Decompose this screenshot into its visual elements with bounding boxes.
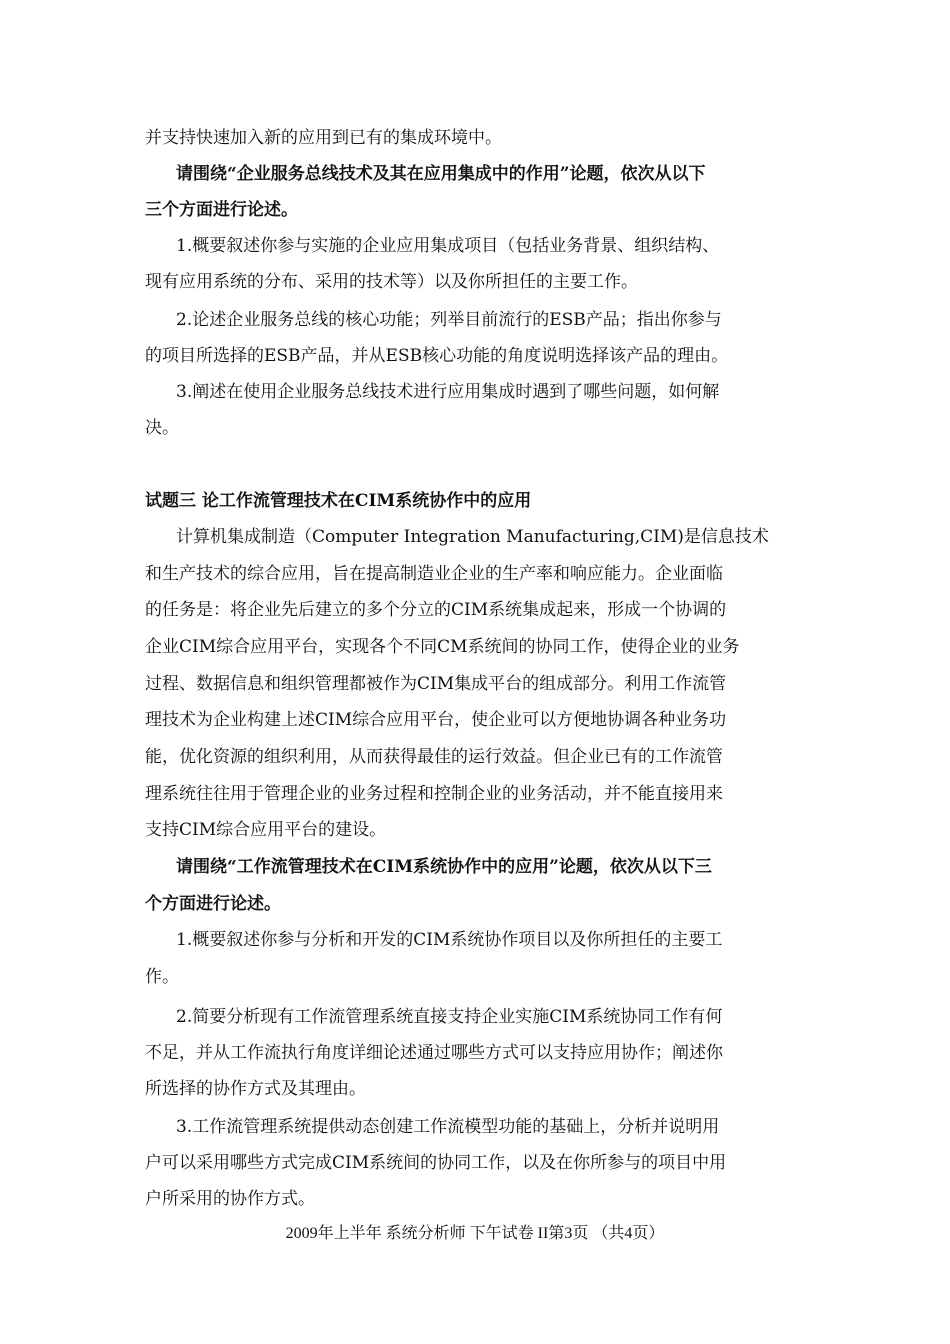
question-item-line: 户可以采用哪些方式完成CIM系统间的协同工作，以及在你所参与的项目中用 bbox=[145, 1153, 727, 1173]
question-item-line: 户所采用的协作方式。 bbox=[145, 1189, 315, 1209]
paragraph-line: 的任务是：将企业先后建立的多个分立的CIM系统集成起来，形成一个协调的 bbox=[145, 600, 727, 620]
question-item-line: 3.工作流管理系统提供动态创建工作流模型功能的基础上，分析并说明用 bbox=[176, 1117, 720, 1137]
paragraph-line: 并支持快速加入新的应用到已有的集成环境中。 bbox=[145, 128, 502, 148]
question-item-line: 的项目所选择的ESB产品，并从ESB核心功能的角度说明选择该产品的理由。 bbox=[145, 346, 729, 366]
question-item-line: 3.阐述在使用企业服务总线技术进行应用集成时遇到了哪些问题，如何解 bbox=[176, 382, 720, 402]
question-item-line: 作。 bbox=[145, 967, 179, 987]
paragraph-line: 理技术为企业构建上述CIM综合应用平台，使企业可以方便地协调各种业务功 bbox=[145, 710, 727, 730]
paragraph-line: 和生产技术的综合应用，旨在提高制造业企业的生产率和响应能力。企业面临 bbox=[145, 564, 723, 584]
question-item-line: 所选择的协作方式及其理由。 bbox=[145, 1079, 366, 1099]
paragraph-line: 过程、数据信息和组织管理都被作为CIM集成平台的组成部分。利用工作流管 bbox=[145, 674, 727, 694]
section-heading: 试题三 论工作流管理技术在CIM系统协作中的应用 bbox=[145, 491, 532, 511]
paragraph-line: 企业CIM综合应用平台，实现各个不同CM系统间的协同工作，使得企业的业务 bbox=[145, 637, 740, 657]
paragraph-line: 计算机集成制造（Computer Integration Manufacturing,CIM)是信息技术 bbox=[176, 527, 769, 547]
prompt-line: 个方面进行论述。 bbox=[145, 894, 281, 914]
question-item-line: 1.概要叙述你参与分析和开发的CIM系统协作项目以及你所担任的主要工 bbox=[176, 930, 723, 950]
paragraph-line: 支持CIM综合应用平台的建设。 bbox=[145, 820, 387, 840]
question-item-line: 2.论述企业服务总线的核心功能；列举目前流行的ESB产品；指出你参与 bbox=[176, 310, 722, 330]
paragraph-line: 理系统往往用于管理企业的业务过程和控制企业的业务活动，并不能直接用来 bbox=[145, 784, 723, 804]
question-item-line: 决。 bbox=[145, 418, 179, 438]
question-item-line: 现有应用系统的分布、采用的技术等）以及你所担任的主要工作。 bbox=[145, 272, 638, 292]
prompt-line: 请围绕“工作流管理技术在CIM系统协作中的应用”论题，依次从以下三 bbox=[176, 857, 712, 877]
prompt-line: 请围绕“企业服务总线技术及其在应用集成中的作用”论题，依次从以下 bbox=[176, 164, 706, 184]
question-item-line: 1.概要叙述你参与实施的企业应用集成项目（包括业务背景、组织结构、 bbox=[176, 236, 720, 256]
paragraph-line: 能，优化资源的组织利用，从而获得最佳的运行效益。但企业已有的工作流管 bbox=[145, 747, 723, 767]
question-item-line: 不足，并从工作流执行角度详细论述通过哪些方式可以支持应用协作；阐述你 bbox=[145, 1043, 723, 1063]
question-item-line: 2.简要分析现有工作流管理系统直接支持企业实施CIM系统协同工作有何 bbox=[176, 1007, 723, 1027]
prompt-line: 三个方面进行论述。 bbox=[145, 200, 298, 220]
page-footer: 2009年上半年 系统分析师 下午试卷 II第3页 （共4页） bbox=[285, 1225, 665, 1242]
